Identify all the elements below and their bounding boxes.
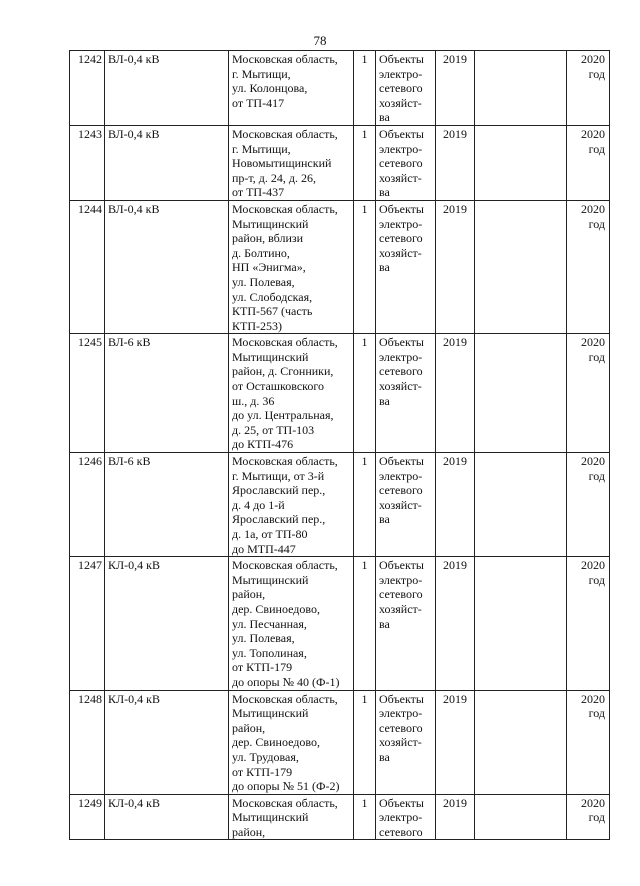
category-line: хозяйст- — [379, 497, 422, 512]
table-row — [70, 200, 610, 333]
category-line: хозяйст- — [379, 170, 422, 185]
table-body — [70, 51, 610, 840]
address-cell — [229, 334, 354, 453]
category-line: хозяйст- — [379, 95, 422, 110]
table-row — [70, 453, 610, 557]
year-end-line: 2020 — [581, 454, 605, 469]
category-cell — [376, 690, 436, 794]
year-end-cell — [567, 51, 610, 126]
category-line: хозяйст- — [379, 245, 422, 260]
quantity: 1 — [354, 51, 376, 126]
address-line: ул. Полевая, — [232, 274, 295, 289]
quantity: 1 — [354, 125, 376, 200]
year-end-line: 2020 — [581, 335, 605, 350]
row-number: 1249 — [70, 794, 105, 840]
year-end-cell — [567, 794, 610, 840]
row-number: 1246 — [70, 453, 105, 557]
category-line: хозяйст- — [379, 601, 422, 616]
quantity: 1 — [354, 453, 376, 557]
address-line: до ул. Центральная, — [232, 408, 334, 423]
address-line: ул. Песчанная, — [232, 616, 307, 631]
category-line: хозяйст- — [379, 735, 422, 750]
table-row — [70, 794, 610, 840]
address-line: дер. Свиноедово, — [232, 601, 320, 616]
year-start: 2019 — [436, 51, 475, 126]
address-line: район, вблизи — [232, 231, 304, 246]
line-type: ВЛ-0,4 кВ — [105, 200, 229, 333]
category-line: сетевого — [379, 364, 423, 379]
address-line: г. Мытищи, — [232, 66, 291, 81]
quantity: 1 — [354, 557, 376, 690]
address-cell — [229, 51, 354, 126]
line-type: ВЛ-6 кВ — [105, 453, 229, 557]
year-end-line: год — [588, 810, 605, 825]
category-cell — [376, 334, 436, 453]
address-line: от ТП-417 — [232, 95, 285, 110]
category-cell — [376, 125, 436, 200]
year-start: 2019 — [436, 690, 475, 794]
year-start: 2019 — [436, 794, 475, 840]
address-line: ш., д. 36 — [232, 393, 275, 408]
objects-table — [69, 50, 610, 840]
address-line: КТП-253) — [232, 318, 282, 333]
category-line: хозяйст- — [379, 379, 422, 394]
address-line: ул. Полевая, — [232, 631, 295, 646]
address-line: дер. Свиноедово, — [232, 735, 320, 750]
address-line: ул. Тополиная, — [232, 645, 307, 660]
category-line: сетевого — [379, 720, 423, 735]
year-end-line: год — [588, 349, 605, 364]
year-end-line: год — [588, 66, 605, 81]
address-line: от КТП-179 — [232, 764, 293, 779]
address-line: Московская область, — [232, 691, 338, 706]
address-cell — [229, 125, 354, 200]
category-line: сетевого — [379, 231, 423, 246]
category-line: ва — [379, 110, 390, 125]
category-cell — [376, 557, 436, 690]
address-line: д. 4 до 1-й — [232, 497, 285, 512]
year-end-line: 2020 — [581, 126, 605, 141]
address-line: район, — [232, 824, 266, 839]
quantity: 1 — [354, 200, 376, 333]
address-line: от КТП-179 — [232, 660, 293, 675]
year-end-cell — [567, 125, 610, 200]
year-end-cell — [567, 334, 610, 453]
year-end-line: 2020 — [581, 795, 605, 810]
category-line: Объекты — [379, 201, 424, 216]
row-number: 1243 — [70, 125, 105, 200]
note-cell — [475, 200, 567, 333]
address-line: до опоры № 40 (Ф-1) — [232, 674, 340, 689]
quantity: 1 — [354, 794, 376, 840]
category-cell — [376, 51, 436, 126]
year-start: 2019 — [436, 334, 475, 453]
year-end-line: 2020 — [581, 201, 605, 216]
note-cell — [475, 51, 567, 126]
address-line: Московская область, — [232, 201, 338, 216]
address-line: г. Мытищи, от 3-й — [232, 468, 325, 483]
category-line: Объекты — [379, 52, 424, 66]
category-line: ва — [379, 749, 390, 764]
address-line: Ярославский пер., — [232, 512, 326, 527]
category-line: сетевого — [379, 824, 423, 839]
note-cell — [475, 690, 567, 794]
year-end-line: год — [588, 141, 605, 156]
year-end-line: 2020 — [581, 558, 605, 573]
row-number: 1245 — [70, 334, 105, 453]
address-line: Московская область, — [232, 52, 338, 66]
category-line: Объекты — [379, 558, 424, 573]
address-line: д. Болтино, — [232, 245, 290, 260]
line-type: ВЛ-0,4 кВ — [105, 125, 229, 200]
category-line: ва — [379, 393, 390, 408]
category-line: электро- — [379, 216, 423, 231]
row-number: 1242 — [70, 51, 105, 126]
category-line: электро- — [379, 66, 423, 81]
address-line: ул. Слободская, — [232, 289, 313, 304]
address-line: от Осташковского — [232, 379, 325, 394]
address-line: Мытищинский — [232, 572, 309, 587]
page-number: 78 — [313, 33, 327, 48]
address-line: пр-т, д. 24, д. 26, — [232, 170, 316, 185]
row-number: 1248 — [70, 690, 105, 794]
address-line: Мытищинский — [232, 810, 309, 825]
table-row — [70, 690, 610, 794]
category-line: Объекты — [379, 454, 424, 469]
year-end-cell — [567, 557, 610, 690]
category-line: Объекты — [379, 335, 424, 350]
category-line: электро- — [379, 468, 423, 483]
category-line: ва — [379, 260, 390, 275]
year-start: 2019 — [436, 557, 475, 690]
address-cell — [229, 794, 354, 840]
row-number: 1247 — [70, 557, 105, 690]
address-line: НП «Энигма», — [232, 260, 306, 275]
category-line: электро- — [379, 141, 423, 156]
category-line: сетевого — [379, 156, 423, 171]
row-number: 1244 — [70, 200, 105, 333]
category-line: ва — [379, 616, 390, 631]
address-line: район, — [232, 720, 266, 735]
address-cell — [229, 200, 354, 333]
table-row — [70, 557, 610, 690]
year-start: 2019 — [436, 453, 475, 557]
category-line: Объекты — [379, 126, 424, 141]
category-line: сетевого — [379, 81, 423, 96]
year-start: 2019 — [436, 125, 475, 200]
address-line: Мытищинский — [232, 216, 309, 231]
address-line: д. 1а, от ТП-80 — [232, 527, 308, 541]
category-line: сетевого — [379, 483, 423, 498]
table-row — [70, 334, 610, 453]
category-cell — [376, 453, 436, 557]
address-line: г. Мытищи, — [232, 141, 291, 156]
address-line: Московская область, — [232, 454, 338, 469]
category-line: электро- — [379, 706, 423, 721]
address-line: ул. Трудовая, — [232, 749, 299, 764]
year-end-line: 2020 — [581, 52, 605, 66]
address-cell — [229, 453, 354, 557]
category-line: электро- — [379, 810, 423, 825]
year-end-line: год — [588, 706, 605, 721]
address-cell — [229, 690, 354, 794]
line-type: ВЛ-6 кВ — [105, 334, 229, 453]
address-cell — [229, 557, 354, 690]
year-end-line: год — [588, 216, 605, 231]
category-line: Объекты — [379, 795, 424, 810]
address-line: д. 25, от ТП-103 — [232, 422, 315, 437]
note-cell — [475, 125, 567, 200]
year-end-cell — [567, 453, 610, 557]
address-line: до опоры № 51 (Ф-2) — [232, 779, 340, 794]
category-cell — [376, 794, 436, 840]
line-type: КЛ-0,4 кВ — [105, 557, 229, 690]
address-line: Новомытищинский — [232, 156, 332, 171]
quantity: 1 — [354, 334, 376, 453]
category-line: сетевого — [379, 587, 423, 602]
note-cell — [475, 794, 567, 840]
address-line: КТП-567 (часть — [232, 304, 313, 319]
note-cell — [475, 557, 567, 690]
category-line: ва — [379, 185, 390, 200]
address-line: район, д. Сгонники, — [232, 364, 334, 379]
table-row — [70, 125, 610, 200]
category-line: ва — [379, 512, 390, 527]
address-line: до МТП-447 — [232, 541, 296, 556]
address-line: ул. Колонцова, — [232, 81, 308, 96]
address-line: Ярославский пер., — [232, 483, 326, 498]
note-cell — [475, 334, 567, 453]
table-row — [70, 51, 610, 126]
line-type: КЛ-0,4 кВ — [105, 794, 229, 840]
year-end-line: год — [588, 572, 605, 587]
address-line: район, — [232, 587, 266, 602]
line-type: ВЛ-0,4 кВ — [105, 51, 229, 126]
note-cell — [475, 453, 567, 557]
year-end-cell — [567, 200, 610, 333]
year-end-line: 2020 — [581, 691, 605, 706]
category-line: Объекты — [379, 691, 424, 706]
year-start: 2019 — [436, 200, 475, 333]
address-line: Московская область, — [232, 126, 338, 141]
year-end-cell — [567, 690, 610, 794]
category-line: электро- — [379, 572, 423, 587]
category-line: электро- — [379, 349, 423, 364]
category-cell — [376, 200, 436, 333]
quantity: 1 — [354, 690, 376, 794]
address-line: от ТП-437 — [232, 185, 285, 200]
address-line: Мытищинский — [232, 349, 309, 364]
line-type: КЛ-0,4 кВ — [105, 690, 229, 794]
year-end-line: год — [588, 468, 605, 483]
address-line: Московская область, — [232, 795, 338, 810]
address-line: до КТП-476 — [232, 437, 294, 452]
address-line: Мытищинский — [232, 706, 309, 721]
address-line: Московская область, — [232, 558, 338, 573]
address-line: Московская область, — [232, 335, 338, 350]
